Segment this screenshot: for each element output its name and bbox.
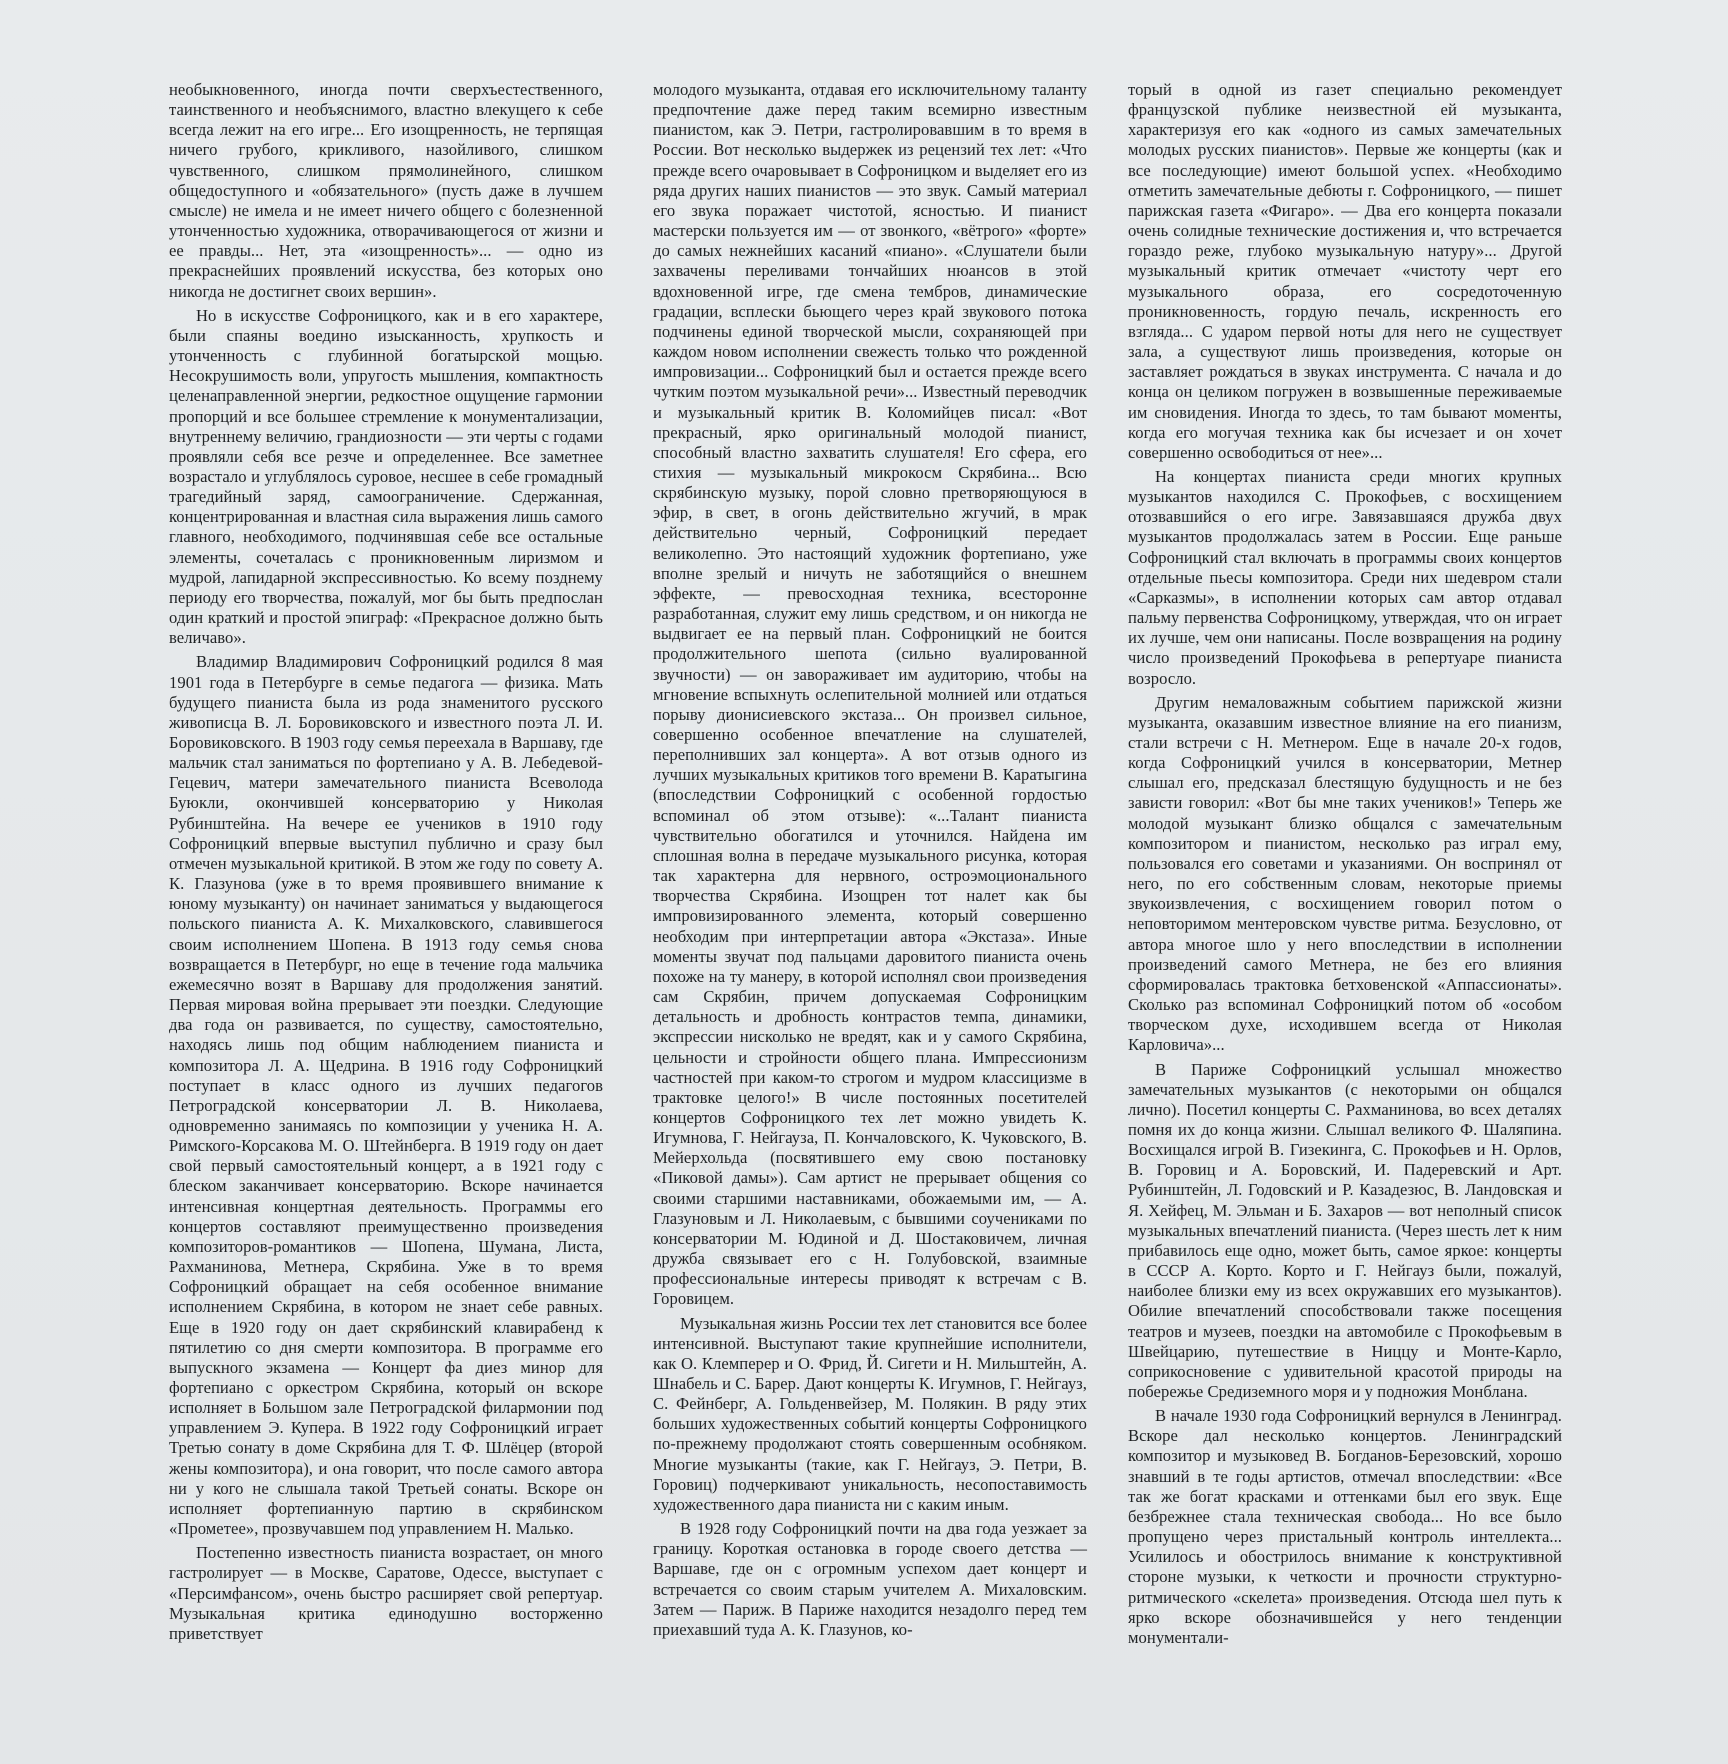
paragraph: В Париже Софроницкий услышал множество замечательных музыкантов (с некоторыми он общался лично). Посетил концерты С. Рахманинова, во всех деталях помня их до конца жизни. Слышал великого Ф. Шаляпина. Восхищался игрой В. Гизекинга, С. Прокофьев и Н. Орлов, В. Горовиц и А. Боровский, И. Падеревский и Арт. Рубинштейн, Л. Годовский и Р. Казадезюс, В. Ландовская и Я. Хейфец, М. Эльман и Б. Захаров — вот неполный список музыкальных впечатлений пианиста. (Через шесть лет к ним прибавилось еще одно, может быть, самое яркое: концерты в СССР А. Корто. Корто и Г. Нейгауз были, пожалуй, наиболее близки ему из всех окружавших его музыкантов). Обилие впечатлений способствовали также посещения театров и музеев, поездки на автомобиле с Прокофьевым в Швейцарию, путешествие в Ниццу и Монте-Карло, соприкосновение с удивительной красотой природы на побережье Средиземного моря и у подножия Монблана. [1128, 1059, 1562, 1401]
paragraph: Но в искусстве Софроницкого, как и в его характере, были спаяны воедино изысканность, хрупкость и утонченность с глубинной богатырской мощью. Несокрушимость воли, упругость мышления, компактность целенаправленной энергии, редкостное ощущение гармонии пропорций и все большее стремление к монументализации, внутреннему величию, грандиозности — эти черты с годами проявляли себя все резче и определеннее. Все заметнее возрастало и углублялось суровое, несшее в себе громадный трагедийный заряд, самоограничение. Сдержанная, концентрированная и властная сила выражения лишь самого главного, необходимого, подчинявшая себе все остальные элементы, сочеталась с проникновенным лиризмом и мудрой, лапидарной экспрессивностью. Ко всему позднему периоду его творчества, пожалуй, мог бы быть предпослан один краткий и простой эпиграф: «Прекрасное должно быть величаво». [169, 305, 603, 648]
paragraph: необыкновенного, иногда почти сверхъестественного, таинственного и необъяснимого, властно влекущего к себе всегда лежит на его игре... Его изощренность, не терпящая ничего грубого, крикливого, назойливого, слишком чувственного, слишком прямолинейного, слишком общедоступного и «обязательного» (пусть даже в лучшем смысле) не имела и не имеет ничего общего с болезненной утонченностью художника, отворачивающегося от жизни и ее правды... Нет, эта «изощренность»... — одно из прекраснейших проявлений искусства, без которых оно никогда не достигнет своих вершин». [169, 80, 603, 301]
paragraph: Музыкальная жизнь России тех лет становится все более интенсивной. Выступают такие крупнейшие исполнители, как О. Клемперер и О. Фрид, Й. Сигети и Н. Мильштейн, А. Шнабель и С. Барер. Дают концерты К. Игумнов, Г. Нейгауз, С. Фейнберг, А. Гольденвейзер, М. Полякин. В ряду этих больших художественных событий концерты Софроницкого по-прежнему продолжают стоять совершенным особняком. Многие музыканты (такие, как Г. Нейгауз, Э. Петри, В. Горовиц) подчеркивают уникальность, несопоставимость художественного дара пианиста ни с каким иным. [653, 1313, 1087, 1514]
paragraph: Владимир Владимирович Софроницкий родился 8 мая 1901 года в Петербурге в семье педагога — физика. Мать будущего пианиста была из рода знаменитого русского живописца В. Л. Боровиковского и известного поэта Л. И. Боровиковского. В 1903 году семья переехала в Варшаву, где мальчик стал заниматься по фортепиано у А. В. Лебедевой-Гецевич, матери замечательного пианиста Всеволода Буюкли, окончившей консерваторию у Николая Рубинштейна. На вечере ее учеников в 1910 году Софроницкий впервые выступил публично и сразу был отмечен музыкальной критикой. В этом же году по совету А. К. Глазунова (уже в то время проявившего внимание к юному музыканту) он начинает заниматься у выдающегося польского пианиста А. К. Михалковского, славившегося своим исполнением Шопена. В 1913 году семья снова возвращается в Петербург, но еще в течение года мальчика ежемесячно возят в Варшаву для продолжения занятий. Первая мировая война прерывает эти поездки. Следующие два года он развивается, по существу, самостоятельно, находясь лишь под общим наблюдением пианиста и композитора Л. А. Щедрина. В 1916 году Софроницкий поступает в класс одного из лучших педагогов Петроградской консерватории Л. В. Николаева, одновременно занимаясь по композиции у ученика Н. А. Римского-Корсакова М. О. Штейнберга. В 1919 году он дает свой первый самостоятельный концерт, а в 1921 году с блеском заканчивает консерваторию. Вскоре начинается интенсивная концертная деятельность. Программы его концертов составляют преимущественно произведения композиторов-романтиков — Шопена, Шумана, Листа, Рахманинова, Метнера, Скрябина. Уже в то время Софроницкий обращает на себя особенное внимание исполнением Скрябина, в котором не знает себе равных. Еще в 1920 году он дает скрябинский клавирабенд к пятилетию со дня смерти композитора. В программе его выпускного экзамена — Концерт фа диез минор для фортепиано с оркестром Скрябина, который он вскоре исполняет в Большом зале Петроградской филармонии под управлением Э. Купера. В 1922 году Софроницкий играет Третью сонату в доме Скрябина для Т. Ф. Шлёцер (второй жены композитора), и она говорит, что после самого автора ни у кого не слышала такой Третьей сонаты. Вскоре он исполняет фортепианную партию в скрябинском «Прометее», прозвучавшем под управлением Н. Малько. [169, 652, 603, 1539]
text-column-2 [653, 80, 1087, 1640]
paragraph: торый в одной из газет специально рекомендует французской публике неизвестной ей музыканта, характеризуя его как «одного из самых замечательных молодых русских пианистов». Первые же концерты (как и все последующие) имеют большой успех. «Необходимо отметить замечательные дебюты г. Софроницкого, — пишет парижская газета «Фигаро». — Два его концерта показали очень солидные технические достижения и, что встречается гораздо реже, глубоко музыкальную натуру»... Другой музыкальный критик отмечает «чистоту черт его музыкального образа, его сосредоточенную проникновенность, гордую печаль, искренность его взгляда... С ударом первой ноты для него не существует зала, а существуют лишь произведения, которые он заставляет рождаться в звуках инструмента. С начала и до конца он целиком погружен в возвышенные переживаемые им сновидения. Иногда то здесь, то там бывают моменты, когда его могучая техника как бы исчезает и он хочет совершенно освободиться от нее»... [1128, 80, 1562, 462]
paragraph: Постепенно известность пианиста возрастает, он много гастролирует — в Москве, Саратове, Одессе, выступает с «Персимфансом», очень быстро расширяет свой репертуар. Музыкальная критика единодушно восторженно приветствует [169, 1543, 603, 1643]
paragraph: Другим немаловажным событием парижской жизни музыканта, оказавшим известное влияние на его пианизм, стали встречи с Н. Метнером. Еще в начале 20-х годов, когда Софроницкий учился в консерватории, Метнер слышал его, предсказал блестящую будущность и не без зависти говорил: «Вот бы мне таких учеников!» Теперь же молодой музыкант близко общался с замечательным композитором и пианистом, несколько раз играл ему, пользовался его советами и указаниями. Он воспринял от него, по его собственным словам, некоторые приемы звукоизвлечения, с восхищением говорил потом о неповторимом ментеровском чувстве ритма. Безусловно, от автора многое шло у него впоследствии в исполнении произведений самого Метнера, не без его влияния сформировалась трактовка бетховенской «Аппассионаты». Сколько раз вспоминал Софроницкий потом об «особом творческом духе, исходившем всегда от Николая Карловича»... [1128, 692, 1562, 1055]
paragraph: В 1928 году Софроницкий почти на два года уезжает за границу. Короткая остановка в городе своего детства — Варшаве, где он с огромным успехом дает концерт и встречается со своим старым учителем А. Михаловским. Затем — Париж. В Париже находится незадолго перед тем приехавший туда А. К. Глазунов, ко- [653, 1519, 1087, 1639]
text-column-3 [1128, 80, 1562, 1648]
paragraph: В начале 1930 года Софроницкий вернулся в Ленинград. Вскоре дал несколько концертов. Ленинградский композитор и музыковед В. Богданов-Березовский, хорошо знавший в те годы артистов, отмечал впоследствии: «Все так же богат красками и оттенками был его звук. Еще безбрежнее стала техническая свобода... Но все было пропущено через пристальный контроль интеллекта... Усилилось и обострилось внимание к конструктивной стороне музыки, к четкости и прочности структурно-ритмического «скелета» произведения. Отсюда шел путь к ярко вскоре обозначившейся у него тенденции монументали- [1128, 1406, 1562, 1647]
paragraph: На концертах пианиста среди многих крупных музыкантов находился С. Прокофьев, с восхищением отозвавшийся о его игре. Завязавшаяся дружба двух музыкантов продолжалась затем в России. Еще раньше Софроницкий стал включать в программы своих концертов отдельные пьесы композитора. Среди них шедевром стали «Сарказмы», в исполнении которых сам автор отдавал пальму первенства Софроницкому, утверждая, что он играет их лучше, чем они написаны. После возвращения на родину число произведений Прокофьева в репертуаре пианиста возросло. [1128, 466, 1562, 688]
paragraph: молодого музыканта, отдавая его исключительному таланту предпочтение даже перед таким всемирно известным пианистом, как Э. Петри, гастролировавшим в то время в России. Вот несколько выдержек из рецензий тех лет: «Что прежде всего очаровывает в Софроницком и выделяет его из ряда других наших пианистов — это звук. Самый материал его звука поражает чистотой, ясностью. И пианист мастерски пользуется им — от звонкого, «вётрого» «форте» до самых нежнейших касаний «пиано». «Слушатели были захвачены переливами тончайших нюансов в этой вдохновенной игре, где смена тембров, динамические градации, всплески бьющего через край звукового потока подчинены единой творческой мысли, сохраняющей при каждом новом исполнении свежесть только что рожденной импровизации... Софроницкий был и остается прежде всего чутким поэтом музыкальной речи»... Известный переводчик и музыкальный критик В. Коломийцев писал: «Вот прекрасный, ярко оригинальный молодой пианист, способный властно захватить слушателя! Его сфера, его стихия — музыкальный микрокосм Скрябина... Всю скрябинскую музыку, порой словно претворяющуюся в эфир, в свет, в огонь действительно жгучий, в мрак действительно черный, Софроницкий передает великолепно. Это настоящий художник фортепиано, уже вполне зрелый и ничуть не заботящийся о внешнем эффекте, — превосходная техника, всесторонне разработанная, служит ему лишь средством, и он никогда не выдвигает ее на первый план. Софроницкий не боится продолжительного шепота (сильно вуалированной звучности) — он завораживает им аудиторию, чтобы на мгновение вспыхнуть ослепительной молнией или отдаться порыву дионисиевского экстаза... Он произвел сильное, совершенно особенное впечатление на слушателей, переполнивших зал концерта». А вот отзыв одного из лучших музыкальных критиков того времени В. Каратыгина (впоследствии Софроницкий с особенной гордостью вспоминал об этом отзыве): «...Талант пианиста чувствительно обогатился и уточнился. Найдена им сплошная волна в передаче музыкального рисунка, которая так характерна для нервного, остроэмоционального творчества Скрябина. Изощрен тот налет как бы импровизированного элемента, который совершенно необходим при интерпретации автора «Экстаза». Иные моменты звучат под пальцами даровитого пианиста очень похоже на ту манеру, в которой исполнял свои произведения сам Скрябин, причем допускаемая Софроницким детальность и дробность контрастов темпа, динамики, экспрессии нисколько не вредят, как и у самого Скрябина, цельности и стройности общего плана. Импрессионизм частностей при каком-то строгом и мудром классицизме в трактовке целого!» В числе постоянных посетителей концертов Софроницкого тех лет можно увидеть К. Игумнова, Г. Нейгауза, П. Кончаловского, К. Чуковского, В. Мейерхольда (посвятившего ему свою постановку «Пиковой дамы»). Сам артист не прерывает общения со своими старшими наставниками, обожаемыми им, — А. Глазуновым и Л. Николаевым, с бывшими соучениками по консерватории М. Юдиной и Д. Шостаковичем, личная дружба связывает его с Н. Голубовской, взаимные профессиональные интересы приводят к встречам с В. Горовицем. [653, 80, 1087, 1309]
text-column-1 [169, 80, 603, 1644]
